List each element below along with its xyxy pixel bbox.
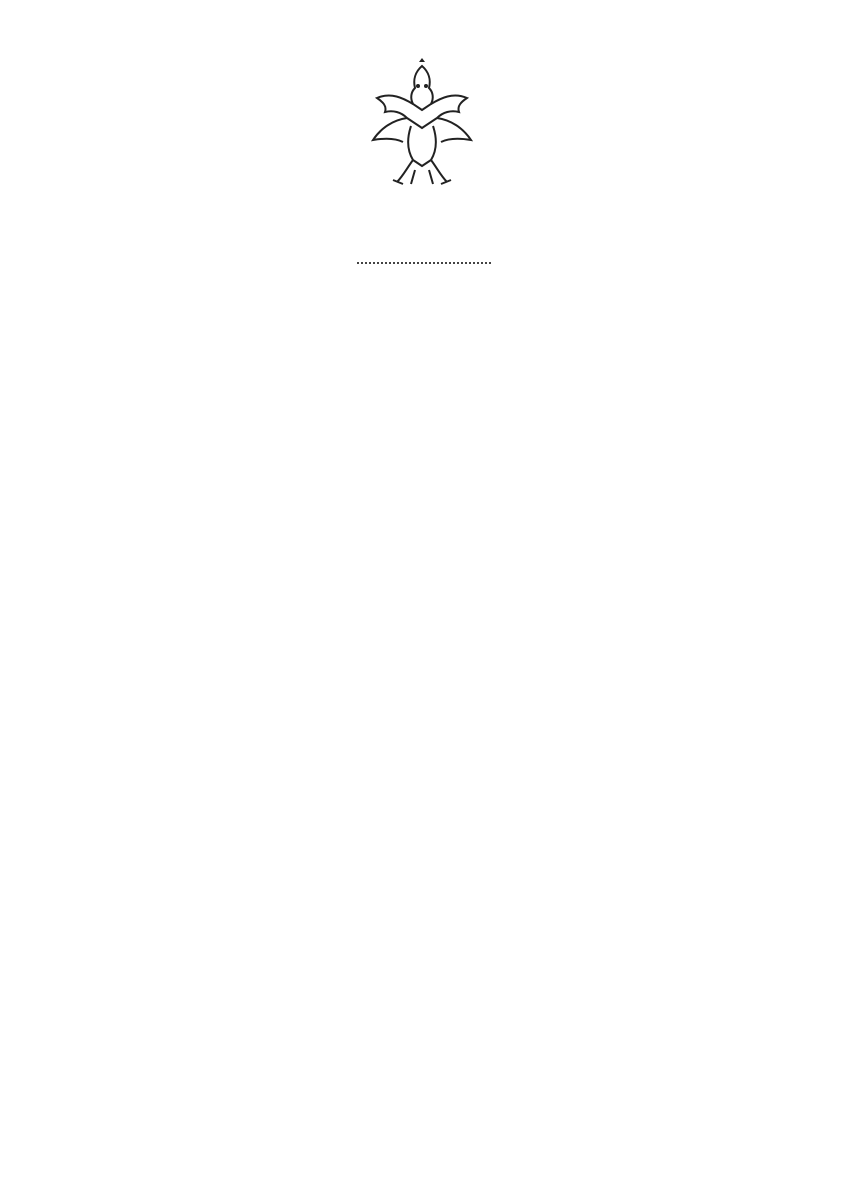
garuda-emblem-icon [363, 58, 481, 188]
dotted-divider [357, 262, 491, 264]
